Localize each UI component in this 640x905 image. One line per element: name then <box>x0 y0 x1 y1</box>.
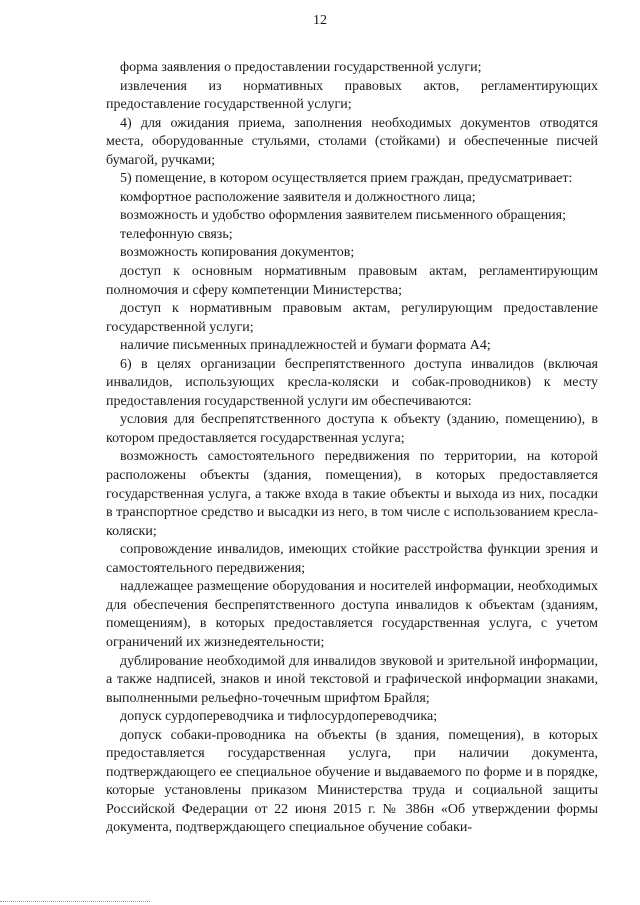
paragraph: 4) для ожидания приема, заполнения необходимых документов отводятся места, оборудованные стульями, столами (стойками) и обеспеченные писчей бумагой, ручками; <box>106 115 598 168</box>
paragraph: извлечения из нормативных правовых актов, регламентирующих предоставление государственной услуги; <box>106 78 598 113</box>
paragraph: возможность самостоятельного передвижения по территории, на которой расположены объекты (здания, помещения), в которых предоставляется государственная услуга, а также входа в такие объекты и выхода из них, посадки в транспортное средство и высадки из него, в том числе с использованием кресла-коляски; <box>106 449 598 539</box>
paragraph: 6) в целях организации беспрепятственного доступа инвалидов (включая инвалидов, использующих кресла-коляски и собак-проводников) к месту предоставления государственной услуги им обеспечиваются: <box>106 356 598 409</box>
paragraph: сопровождение инвалидов, имеющих стойкие расстройства функции зрения и самостоятельного передвижения; <box>106 542 598 576</box>
paragraph: условия для беспрепятственного доступа к объекту (зданию, помещению), в котором предоставляется государственная услуга; <box>106 412 598 446</box>
paragraph: 5) помещение, в котором осуществляется прием граждан, предусматривает: <box>120 171 573 187</box>
page-number: 12 <box>313 13 327 28</box>
paragraph: наличие письменных принадлежностей и бумаги формата А4; <box>120 338 491 354</box>
paragraph: возможность копирования документов; <box>120 245 355 261</box>
paragraph: допуск сурдопереводчика и тифлосурдопереводчика; <box>120 709 438 725</box>
document-body <box>106 59 598 838</box>
paragraph: телефонную связь; <box>120 226 233 242</box>
paragraph: допуск собаки-проводника на объекты (в здания, помещения), в которых предоставляется государственная услуга, при наличии документа, подтверждающего ее специальное обучение и выдаваемого по форме и в порядке, которые установлены приказом Министерства труда и социальной защиты Российской Федерации от 22 июня 2015 г. № 386н «Об утверждении формы документа, подтверждающего специальное обучение собаки- <box>106 727 598 836</box>
paragraph: дублирование необходимой для инвалидов звуковой и зрительной информации, а также надписей, знаков и иной текстовой и графической информации знаками, выполненными рельефно-точечным шрифтом Брайля; <box>106 653 598 706</box>
paragraph: доступ к нормативным правовым актам, регулирующим предоставление государственной услуги; <box>106 301 598 335</box>
paragraph: доступ к основным нормативным правовым актам, регламентирующим полномочия и сферу компетенции Министерства; <box>106 264 598 298</box>
paragraph: комфортное расположение заявителя и должностного лица; <box>120 189 476 205</box>
scan-artifact-line <box>0 901 150 903</box>
paragraph: форма заявления о предоставлении государственной услуги; <box>120 60 482 75</box>
paragraph: надлежащее размещение оборудования и носителей информации, необходимых для обеспечения беспрепятственного доступа инвалидов к объектам (зданиям, помещениям), в которых предоставляется государственная услуга, с учетом ограничений их жизнедеятельности; <box>106 579 598 650</box>
paragraph: возможность и удобство оформления заявителем письменного обращения; <box>120 208 566 224</box>
